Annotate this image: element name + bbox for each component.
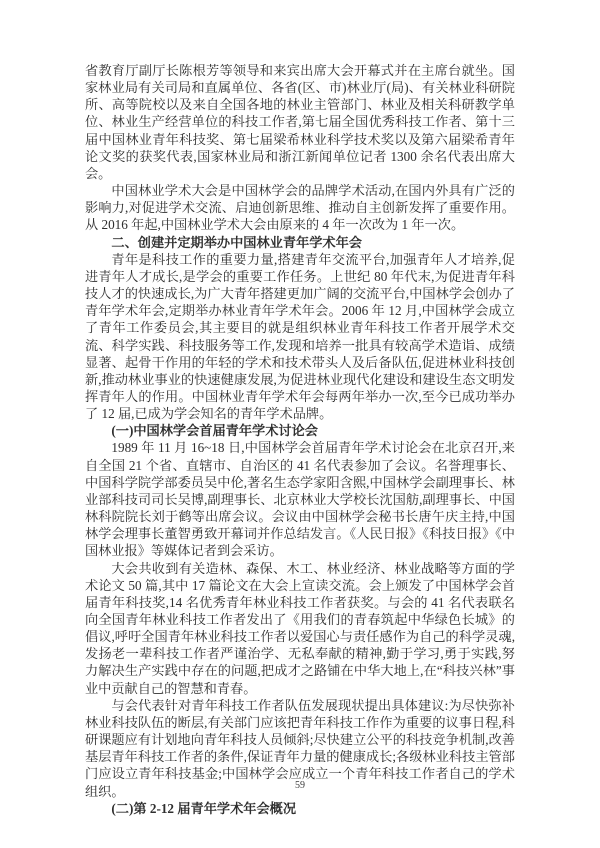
- text-block: [85, 62, 515, 817]
- paragraph-youth-importance: 青年是科技工作的重要力量,搭建青年交流平台,加强青年人才培养,促进青年人才成长,是学会的重要工作任务。上世纪 80 年代末,为促进青年科技人才的快速成长,为广大青年搭建更加广阔的交流平台,中国林学会创办了青年学术年会,定期举办林业青年学术年会。2006 年 12 月,中国林学会成立了青年工作委员会,其主要目的就是组织林业青年科技工作者开展学术交流、科学实践、科技服务等工作,发现和培养一批具有较高学术造诣、成绩显著、起骨干作用的年轻的学术和技术带头人及后备队伍,促进林业科技创新,推动林业事业的快速健康发展,为促进林业现代化建设和建设生态文明发挥青年人的作用。中国林业青年学术年会每两年举办一次,至今已成功举办了 12 届,已成为学会知名的青年学术品牌。: [85, 251, 515, 422]
- paragraph-first-symposium: 1989 年 11 月 16~18 日,中国林学会首届青年学术讨论会在北京召开,来自全国 21 个省、直辖市、自治区的 41 名代表参加了会议。名誉理事长、中国科学院学部委员吴中伦,著名生态学家阳含熙,中国林学会副理事长、林业部科技司司长吴博,副理事长、北京林业大学校长沈国舫,副理事长、中国林科院院长刘于鹤等出席会议。会议由中国林学会秘书长唐午庆主持,中国林学会理事长董智勇致开幕词并作总结发言。《人民日报》《科技日报》《中国林业报》等媒体记者到会采访。: [85, 440, 515, 559]
- page-number: 59: [295, 780, 305, 791]
- paragraph-continuation: 省教育厅副厅长陈根芳等领导和来宾出席大会开幕式并在主席台就坐。国家林业局有关司局和直属单位、各省(区、市)林业厅(局)、有关林业科研院所、高等院校以及来自全国各地的林业主管部门、林业及相关科研教学单位、林业生产经营单位的科技工作者,第七届全国优秀科技工作者、第十三届中国林业青年科技奖、第七届梁希林业科学技术奖以及第六届梁希青年论文奖的获奖代表,国家林业局和浙江新闻单位记者 1300 余名代表出席大会。: [85, 63, 515, 181]
- paragraph-suggestions: 与会代表针对青年科技工作者队伍发展现状提出具体建议:为尽快弥补林业科技队伍的断层,有关部门应该把青年科技工作作为重要的议事日程,科研课题应有计划地向青年科技人员倾斜;尽快建立公平的科技竞争机制,改善基层青年科技工作者的条件,保证青年力量的健康成长;各级林业科技主管部门应设立青年科技基金;中国林学会应成立一个青年科技工作者自己的学术组织。: [85, 697, 515, 799]
- subsection-heading-1: (一)中国林学会首届青年学术讨论会: [111, 423, 318, 439]
- section-heading-2: 二、创建并定期举办中国林业青年学术年会: [111, 234, 362, 250]
- subsection-heading-2: (二)第 2-12 届青年学术年会概况: [111, 800, 297, 816]
- paragraph-papers-awards: 大会共收到有关造林、森保、木工、林业经济、林业战略等方面的学术论文 50 篇,其中 17 篇论文在大会上宣读交流。会上颁发了中国林学会首届青年科技奖,14 名优秀青年林业科技工作者获奖。与会的 41 名代表联名向全国青年林业科技工作者发出了《用我们的青春筑起中华绿色长城》的倡议,呼吁全国青年林业科技工作者以爱国心与责任感作为自己的科学灵魂,发扬老一辈科技工作者严谨治学、无私奉献的精神,勤于学习,勇于实践,努力解决生产实践中存在的问题,把成才之路铺在中华大地上,在“科技兴林”事业中贡献自己的智慧和青春。: [85, 560, 515, 696]
- paragraph-academic-conference: 中国林业学术大会是中国林学会的品牌学术活动,在国内外具有广泛的影响力,对促进学术交流、启迪创新思维、推动自主创新发挥了重要作用。从 2016 年起,中国林业学术大会由原来的 4 年一次改为 1 年一次。: [85, 183, 515, 233]
